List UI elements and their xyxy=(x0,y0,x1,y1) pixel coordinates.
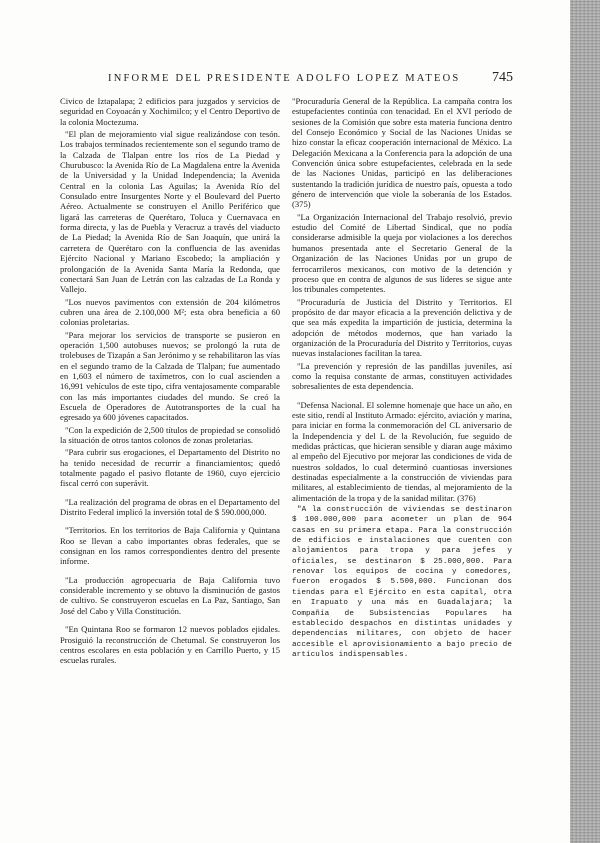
paragraph: "Para cubrir sus erogaciones, el Departamento del Distrito no ha tenido necesidad de recurrir a financiamientos; quedó totalmente pagado el pasivo flotante de 1960, cuyo ejercicio fiscal cerró con superávit. xyxy=(60,447,280,489)
paragraph: "La realización del programa de obras en el Departamento del Distrito Federal implicó la inversión total de $ 590.000,000. xyxy=(60,496,280,518)
paragraph: "La Organización Internacional del Trabajo resolvió, previo estudio del Comité de Libertad Sindical, que no podía considerarse admisible la queja por violaciones a los derechos humanos presentada ante el Secretario General de la Organización de las Naciones Unidas por un grupo de ferrocarrileros mexicanos, con motivo de la detención y proceso que en contra de algunos de sus líderes se sigue ante los tribunales competentes. xyxy=(292,211,512,295)
paragraph: "Procuraduría General de la República. La campaña contra los estupefacientes continúa con tenacidad. En el XVI período de sesiones de la Comisión que sobre esta materia funciona dentro del Consejo Económico y Social de las Naciones Unidas se hizo constar la eficaz cooperación internacional de México. La Delegación Mexicana a la Conferencia para la adopción de una Convención única sobre estupefacientes, celebrada en la sede de las Naciones Unidas, participó en las deliberaciones sustentando la tradición jurídica de nuestro país, opuesta a todo género de intervención que viole la soberanía de los Estados. (375) xyxy=(292,96,512,210)
paragraph: "Defensa Nacional. El solemne homenaje que hace un año, en este sitio, rendí al Instituto Armado: ejército, aviación y marina, para iniciar en forma la conmemoración del CL aniversario de la Independencia y del L de la Revolución, fue seguido de medidas prácticas, que hicieran sensible y diaran auge máximo al empeño del Ejecutivo por mejorar las condiciones de vida de nuestros soldados, lo cual determinó cuantiosas inversiones destinadas especialmente a la construcción de viviendas para militares, al establecimiento de tiendas, al mejoramiento de la alimentación de la tropa y de la sanidad militar. (376) xyxy=(292,399,512,503)
paragraph: "A la construcción de viviendas se destinaron $ 100.000,000 para acometer un plan de 964 casas en su primera etapa. Para la construcción de edificios e instalaciones que cuenten con alojamientos para tropa y para jefes y oficiales, se destinaron $ 25.000,000. Para renovar los equipos de cocina y comedores, fueron erogados $ 5.500,000. Funcionan dos tiendas para el Ejército en esta capital, otra en Irapuato y una más en Guadalajara; la Compañía de Subsistencias Populares ha establecido despachos en distintas unidades y dependencias militares, con objeto de hacer accesible el aprovisionamiento a bajo precio de artículos indispensables. xyxy=(292,506,512,659)
page-number: 745 xyxy=(492,70,513,85)
paragraph: "El plan de mejoramiento vial sigue realizándose con tesón. Los trabajos terminados recientemente son el segundo tramo de la Calzada de Tlalpan entre los ríos de La Piedad y Churubusco: la Avenida Río de La Magdalena entre la Avenida de la Universidad y la Unidad Independencia; la Avenida Central en la colonia Las Aguilas; la Avenida Río del Consulado entre Insurgentes Norte y el Boulevard del Puerto Aéreo. Actualmente se construyen el Anillo Periférico que ligará las carreteras de Querétaro, Toluca y Cuernavaca en forma directa, y las de Puebla y Veracruz a través del viaducto de La Piedad; la Avenida Río de San Joaquín, que unirá la carretera de Querétaro con la confluencia de las avenidas Ejército Nacional y Mariano Escobedo; la ampliación y prolongación de la Avenida Santa María la Redonda, que conectará San Juan de Letrán con las calzadas de La Ronda y Vallejo. xyxy=(60,129,280,295)
right-column xyxy=(292,96,512,662)
left-column xyxy=(60,96,280,668)
scanned-page-edge xyxy=(570,0,600,843)
paragraph: Civico de Iztapalapa; 2 edificios para juzgados y servicios de seguridad en Coyoacán y Xochimilco; y el Centro Deportivo de la colonia Moctezuma. xyxy=(60,96,280,127)
paragraph: "La prevención y represión de las pandillas juveniles, así como la requisa constante de armas, constituyen actividades sobresalientes de esta dependencia. xyxy=(292,360,512,392)
paragraph: "Territorios. En los territorios de Baja California y Quintana Roo se llevan a cabo importantes obras federales, que se consignan en los ramos correspondientes dentro del presente informe. xyxy=(60,525,280,567)
paragraph: "Los nuevos pavimentos con extensión de 204 kilómetros cubren una área de 2.100,000 M²; esta obra beneficia a 60 colonias proletarias. xyxy=(60,296,280,328)
paragraph: "En Quintana Roo se formaron 12 nuevos poblados ejidales. Prosiguió la reconstrucción de Chetumal. Se construyeron los centros escolares en esta población y en Carrillo Puerto, y 15 escuelas rurales. xyxy=(60,624,280,666)
paragraph: "Con la expedición de 2,500 títulos de propiedad se consolidó la situación de otros tantos colonos de zonas proletarias. xyxy=(60,424,280,445)
paragraph: "Para mejorar los servicios de transporte se pusieron en operación 1,500 autobuses nuevos; se prolongó la ruta de trolebuses de Tizapán a San Jerónimo y se rehabilitaron las vías en el segundo tramo de la Calzada de Tlalpan; fue aumentado en 1,603 el número de taxímetros, con lo cual ascienden a 16,991 vehículos de este tipo, cifra ventajosamente comparable con las más importantes ciudades del mundo. Se creó la Escuela de Operadores de Autotransportes de la cual ha egresado ya 600 jóvenes capacitados. xyxy=(60,329,280,423)
paragraph: "Procuraduría de Justicia del Distrito y Territorios. El propósito de dar mayor eficacia a la prevención delictiva y de que sea más expedita la impartición de justicia, determina la adopción de métodos modernos, que han variado la organización de la Procuraduría del Distrito y Territorios, cuyas nuevas instalaciones facilitan la tarea. xyxy=(292,296,512,359)
paragraph: "La producción agropecuaria de Baja California tuvo considerable incremento y se obtuvo la disminución de gastos de cultivo. Se construyeron escuelas en La Paz, Santiago, San José del Cabo y Villa Constitución. xyxy=(60,574,280,616)
running-header: INFORME DEL PRESIDENTE ADOLFO LOPEZ MATEOS xyxy=(108,73,461,84)
